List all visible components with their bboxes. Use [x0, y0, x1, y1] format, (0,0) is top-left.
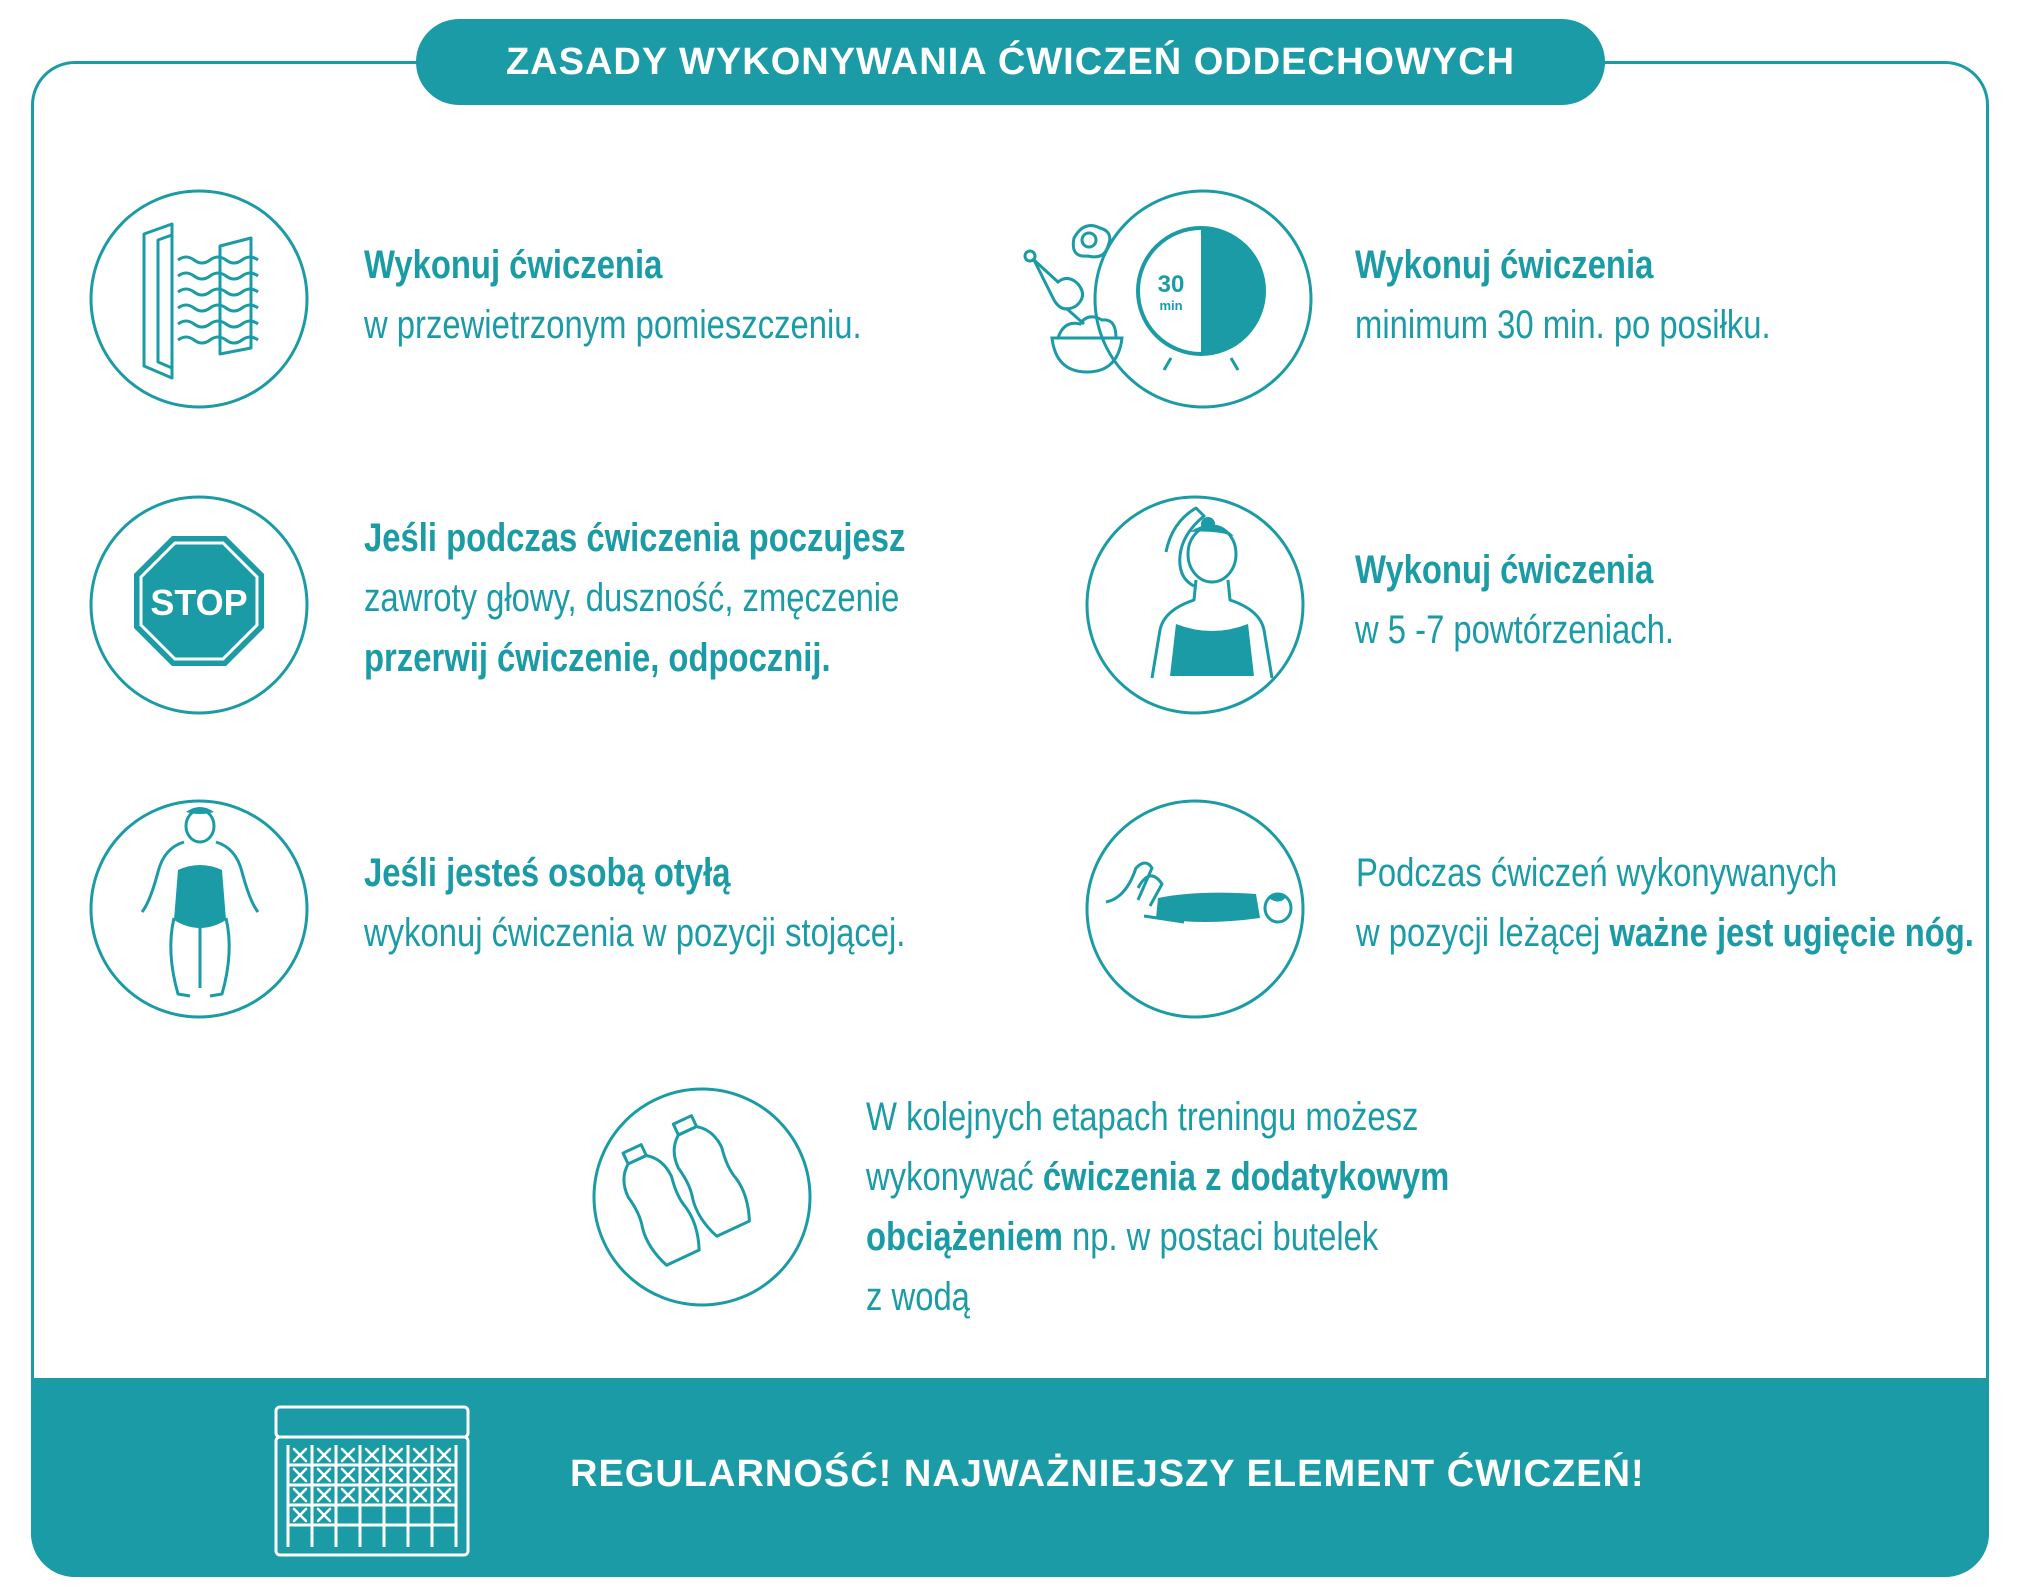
item-ventilated-room-bold: Wykonuj ćwiczenia — [364, 243, 663, 287]
item-stop-line3: przerwij ćwiczenie, odpocznij. — [364, 636, 831, 680]
page-title-text: ZASADY WYKONYWANIA ĆWICZEŃ ODDECHOWYCH — [505, 40, 1516, 83]
item-bottles-line2-bold: ćwiczenia z dodatykowym — [1042, 1155, 1450, 1199]
item-repetitions-line2: w 5 -7 powtórzeniach. — [1355, 608, 1675, 652]
timer-unit: min — [1159, 298, 1183, 313]
page-title — [416, 19, 1605, 105]
item-after-meal-line2: minimum 30 min. po posiłku. — [1355, 303, 1771, 347]
item-lying-text — [1356, 843, 1974, 963]
footer-text: REGULARNOŚĆ! NAJWAŻNIEJSZY ELEMENT ĆWICZEŃ! — [570, 1453, 1645, 1495]
item-bottles-line3-rest: np. w postaci butelek — [1062, 1215, 1379, 1259]
stop-sign-text: STOP — [150, 582, 248, 623]
stop-sign-icon — [88, 494, 310, 716]
window-icon — [88, 188, 310, 410]
item-repetitions-text — [1355, 540, 1674, 660]
lying-person-icon — [1084, 798, 1306, 1020]
item-obesity-line2: wykonuj ćwiczenia w pozycji stojącej. — [364, 911, 906, 955]
item-after-meal-bold: Wykonuj ćwiczenia — [1355, 243, 1654, 287]
item-bottles-line4: z wodą — [866, 1275, 970, 1319]
item-repetitions-bold: Wykonuj ćwiczenia — [1355, 548, 1654, 592]
item-lying-line1: Podczas ćwiczeń wykonywanych — [1356, 851, 1838, 895]
stretching-woman-icon — [1084, 494, 1306, 716]
timer-value: 30 — [1157, 271, 1185, 298]
item-lying-line2-bold: ważne jest ugięcie nóg. — [1609, 911, 1974, 955]
item-obesity-bold: Jeśli jesteś osobą otyłą — [364, 851, 731, 895]
item-obesity-text — [364, 843, 905, 963]
item-lying-line2-prefix: w pozycji leżącej — [1356, 911, 1610, 955]
item-bottles-line1: W kolejnych etapach treningu możesz — [866, 1095, 1419, 1139]
item-stop-line2: zawroty głowy, duszność, zmęczenie — [364, 576, 900, 620]
item-stop-text — [364, 508, 905, 688]
water-bottles-icon — [591, 1086, 813, 1308]
calendar-icon — [274, 1405, 470, 1562]
item-bottles-line2-prefix: wykonywać — [866, 1155, 1043, 1199]
item-ventilated-room-text — [364, 235, 862, 355]
standing-person-icon — [88, 798, 310, 1020]
item-bottles-line3-bold: obciążeniem — [866, 1215, 1063, 1259]
item-after-meal-text — [1355, 235, 1771, 355]
item-ventilated-room-line2: w przewietrzonym pomieszczeniu. — [364, 303, 862, 347]
item-bottles-text — [866, 1087, 1449, 1327]
timer-meal-icon — [1014, 188, 1314, 410]
item-stop-bold: Jeśli podczas ćwiczenia poczujesz — [364, 516, 906, 560]
